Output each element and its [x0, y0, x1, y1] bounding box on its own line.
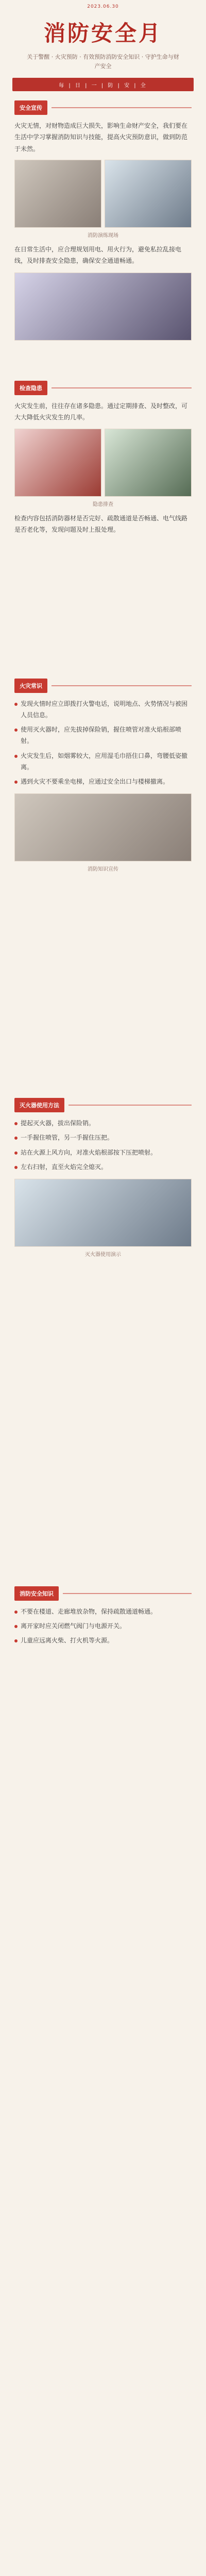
photo — [14, 429, 101, 497]
paragraph: 火灾无情，对财物造成巨大损失，影响生命财产安全，我们要在生活中学习掌握消防知识与技能，提高火灾预防意识，做到防范于未然。 — [14, 122, 188, 152]
list-item-text: 不要在楼道、走廊堆放杂物，保持疏散通道畅通。 — [21, 1607, 157, 1615]
paragraph: 在日常生活中，应合理规划用电、用火行为，避免私拉乱接电线，及时排查安全隐患，确保安全通道畅通。 — [14, 245, 182, 264]
list-item — [14, 1635, 192, 1646]
list-item — [14, 1117, 192, 1129]
list-item-text: 提起灭火器，拔出保险销。 — [21, 1120, 95, 1127]
bullet-icon — [14, 728, 18, 732]
section-rule — [63, 1593, 192, 1594]
bullet-list — [14, 698, 192, 787]
section-tag: 检查隐患 — [14, 381, 47, 395]
bullet-icon — [14, 1611, 18, 1614]
list-item-text: 使用灭火器时，应先拔掉保险销，握住喷管对准火焰根部喷射。 — [21, 726, 182, 745]
caption: 隐患排查 — [93, 501, 113, 507]
photo-image — [105, 160, 191, 227]
page-subtitle: 关于警醒 · 火灾预防 · 有效预防消防安全知识 · 守护生命与财产安全 — [27, 54, 179, 70]
list-item — [14, 1161, 192, 1173]
hero — [0, 16, 206, 71]
list-item-text: 发现火情时应立即拨打火警电话，说明地点、火势情况与被困人员信息。 — [21, 700, 188, 719]
list-item — [14, 750, 192, 773]
section-tag: 灭火器使用方法 — [14, 1098, 64, 1112]
section-extinguisher — [0, 1098, 206, 1258]
spacer — [0, 535, 206, 669]
photo-image — [15, 273, 191, 340]
bullet-list — [14, 1606, 192, 1647]
paragraph: 火灾发生前，往往存在诸多隐患。通过定期排查、及时整改，可大大降低火灾发生的几率。 — [14, 402, 188, 421]
section-publicity — [0, 100, 206, 341]
list-item-text: 站在火源上风方向，对准火焰根部按下压把喷射。 — [21, 1148, 157, 1156]
section-tag: 安全宣传 — [14, 100, 47, 115]
section-tag: 消防安全知识 — [14, 1586, 59, 1601]
bullet-icon — [14, 703, 18, 706]
page-title: 消防安全月 — [43, 21, 162, 46]
section-inspection — [0, 381, 206, 535]
photo — [14, 1179, 192, 1247]
section-rule — [52, 107, 192, 108]
bullet-list — [14, 1117, 192, 1173]
photo-image — [15, 429, 101, 496]
photo — [105, 160, 192, 228]
bullet-icon — [14, 1166, 18, 1169]
bullet-icon — [14, 1122, 18, 1125]
list-item — [14, 776, 192, 787]
bullet-icon — [14, 755, 18, 758]
photo — [105, 429, 192, 497]
caption: 消防知识宣传 — [88, 867, 118, 873]
section-title — [14, 1098, 192, 1112]
section-knowledge — [0, 679, 206, 872]
caption: 灭火器使用演示 — [85, 1251, 121, 1258]
list-item-text: 遇到火灾不要乘坐电梯，应通过安全出口与楼梯撤离。 — [21, 778, 169, 785]
list-item — [14, 698, 192, 721]
section-rule — [68, 1105, 192, 1106]
list-item-text: 儿童应远离火柴、打火机等火源。 — [21, 1637, 114, 1645]
bullet-icon — [14, 1137, 18, 1140]
bullet-icon — [14, 1625, 18, 1628]
caption: 消防演练现场 — [88, 232, 118, 239]
section-title — [14, 100, 192, 115]
image-grid — [14, 429, 192, 497]
section-title — [14, 1586, 192, 1601]
photo-image — [15, 794, 191, 861]
photo-image — [15, 1179, 191, 1246]
section-rule — [52, 685, 192, 686]
bullet-icon — [14, 1151, 18, 1155]
list-item-text: 离开家时应关闭燃气阀门与电源开关。 — [21, 1622, 126, 1630]
photo-image — [15, 160, 101, 227]
photo — [14, 273, 192, 341]
list-item — [14, 1606, 192, 1617]
image-grid — [14, 160, 192, 228]
list-item — [14, 1147, 192, 1158]
header-date: 2023.06.30 — [87, 4, 119, 9]
spacer — [0, 341, 206, 371]
list-item-text: 火灾发生后，如烟雾较大，应用湿毛巾捂住口鼻，弯腰低姿撤离。 — [21, 752, 188, 771]
list-item — [14, 724, 192, 747]
section-title — [14, 381, 192, 395]
list-item — [14, 1620, 192, 1632]
ribbon: 每 | 日 | 一 | 防 | 安 | 全 — [12, 78, 194, 91]
spacer — [0, 872, 206, 1089]
photo — [14, 160, 101, 228]
photo-image — [105, 429, 191, 496]
spacer — [0, 1258, 206, 1577]
photo — [14, 793, 192, 861]
bullet-icon — [14, 1639, 18, 1642]
section-tag: 火灾常识 — [14, 679, 47, 693]
section-title — [14, 679, 192, 693]
list-item-text: 一手握住喷管，另一手握住压把。 — [21, 1134, 114, 1142]
list-item — [14, 1132, 192, 1143]
section-safety — [0, 1586, 206, 1647]
list-item-text: 左右扫射，直至火焰完全熄灭。 — [21, 1163, 108, 1171]
top-bar — [0, 0, 206, 13]
paragraph: 检查内容包括消防器材是否完好、疏散通道是否畅通、电气线路是否老化等，发现问题及时上报处理。 — [14, 514, 188, 533]
bullet-icon — [14, 781, 18, 784]
section-rule — [52, 387, 192, 388]
